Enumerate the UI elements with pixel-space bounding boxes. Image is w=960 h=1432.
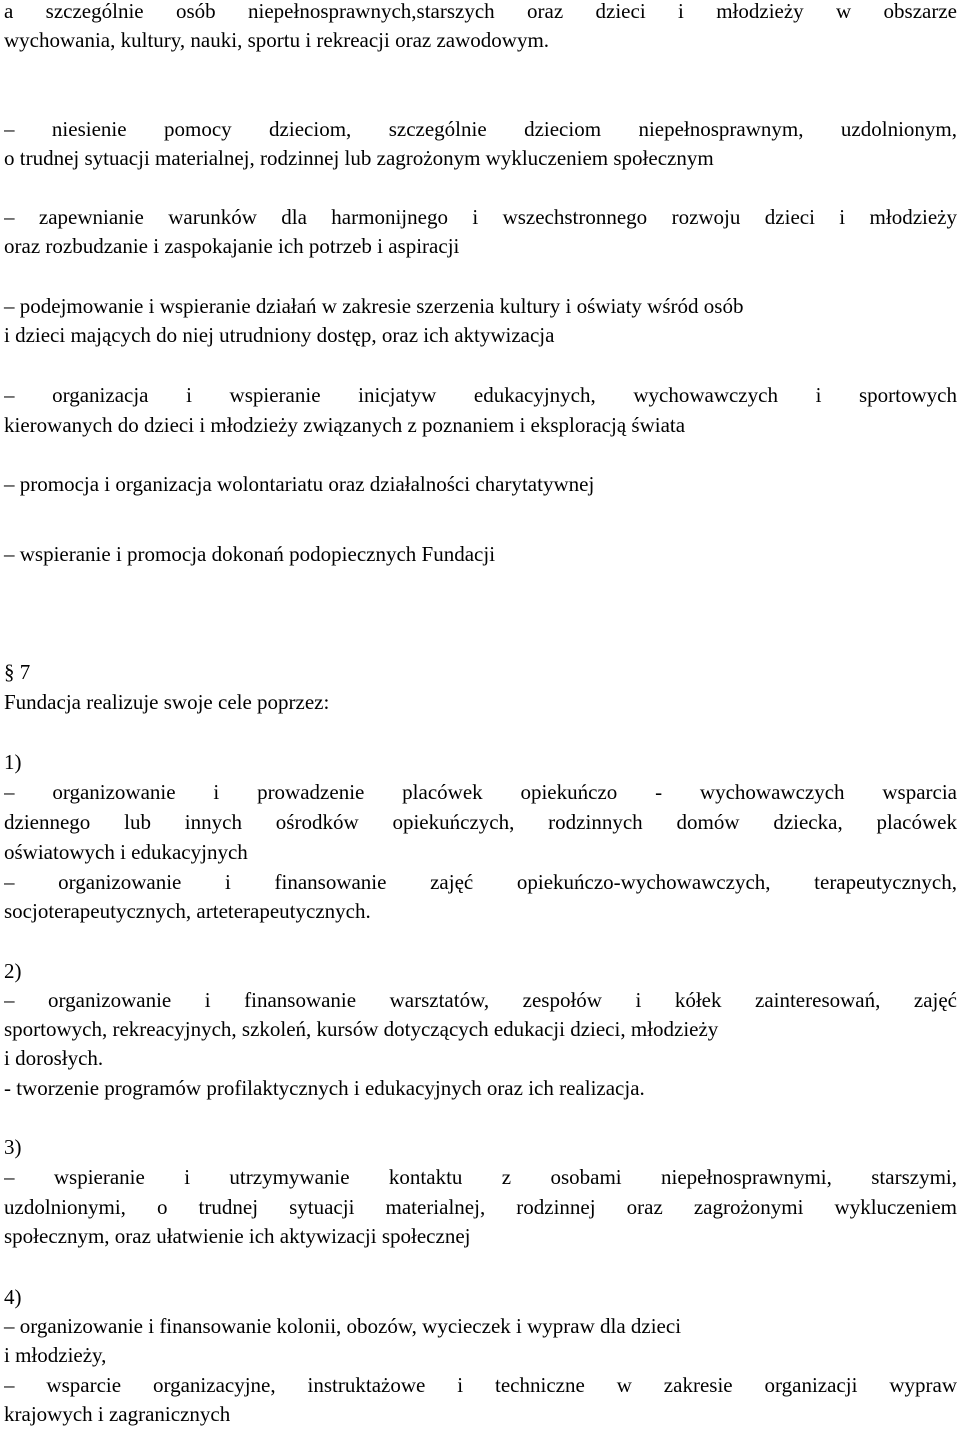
text-line: wychowania, kultury, nauki, sportu i rekreacji oraz zawodowym. [4,28,550,52]
text-line: – wsparcie organizacyjne, instruktażowe i techniczne w zakresie organizacji wypraw [4,1373,957,1397]
text-line: – podejmowanie i wspieranie działań w zakresie szerzenia kultury i oświaty wśród osób [4,294,744,318]
text-line: społecznym, oraz ułatwienie ich aktywizacji społecznej [4,1224,471,1248]
text-line: oraz rozbudzanie i zaspokajanie ich potrzeb i aspiracji [4,234,460,258]
text-line: – organizowanie i finansowanie warsztatów, zespołów i kółek zainteresowań, zajęć [4,988,957,1012]
text-line: o trudnej sytuacji materialnej, rodzinnej lub zagrożonym wykluczeniem społecznym [4,146,714,170]
section-heading: § 7 [4,660,31,684]
text-line: i dzieci mających do niej utrudniony dostęp, oraz ich aktywizacja [4,323,555,347]
text-line: – niesienie pomocy dzieciom, szczególnie dzieciom niepełnosprawnym, uzdolnionym, [4,117,957,141]
list-number: 2) [4,959,22,983]
text-line: – wspieranie i promocja dokonań podopiecznych Fundacji [4,542,496,566]
list-number: 1) [4,750,22,774]
text-line: i dorosłych. [4,1046,104,1070]
list-number: 4) [4,1285,22,1309]
text-line: i młodzieży, [4,1343,107,1367]
text-line: – organizacja i wspieranie inicjatyw edukacyjnych, wychowawczych i sportowych [4,383,957,407]
text-line: – promocja i organizacja wolontariatu oraz działalności charytatywnej [4,472,595,496]
text-line: – organizowanie i finansowanie zajęć opiekuńczo-wychowawczych, terapeutycznych, [4,870,957,894]
text-line: krajowych i zagranicznych [4,1402,231,1426]
text-line: uzdolnionymi, o trudnej sytuacji materialnej, rodzinnej oraz zagrożonymi wykluczeniem [4,1195,957,1219]
text-line: kierowanych do dzieci i młodzieży związanych z poznaniem i eksploracją świata [4,413,686,437]
text-line: sportowych, rekreacyjnych, szkoleń, kursów dotyczących edukacji dzieci, młodzieży [4,1017,719,1041]
text-line: dziennego lub innych ośrodków opiekuńczych, rodzinnych domów dziecka, placówek [4,810,957,834]
text-line: - tworzenie programów profilaktycznych i edukacyjnych oraz ich realizacja. [4,1076,645,1100]
text-line: a szczególnie osób niepełnosprawnych,starszych oraz dzieci i młodzieży w obszarze [4,0,957,23]
text-line: – zapewnianie warunków dla harmonijnego i wszechstronnego rozwoju dzieci i młodzieży [4,205,957,229]
text-line: oświatowych i edukacyjnych [4,840,248,864]
text-line: socjoterapeutycznych, arteterapeutycznych. [4,899,371,923]
text-line: – organizowanie i prowadzenie placówek opiekuńczo - wychowawczych wsparcia [4,780,957,804]
text-line: – wspieranie i utrzymywanie kontaktu z osobami niepełnosprawnymi, starszymi, [4,1165,957,1189]
text-line: – organizowanie i finansowanie kolonii, obozów, wycieczek i wypraw dla dzieci [4,1314,682,1338]
list-number: 3) [4,1135,22,1159]
text-line: Fundacja realizuje swoje cele poprzez: [4,690,330,714]
